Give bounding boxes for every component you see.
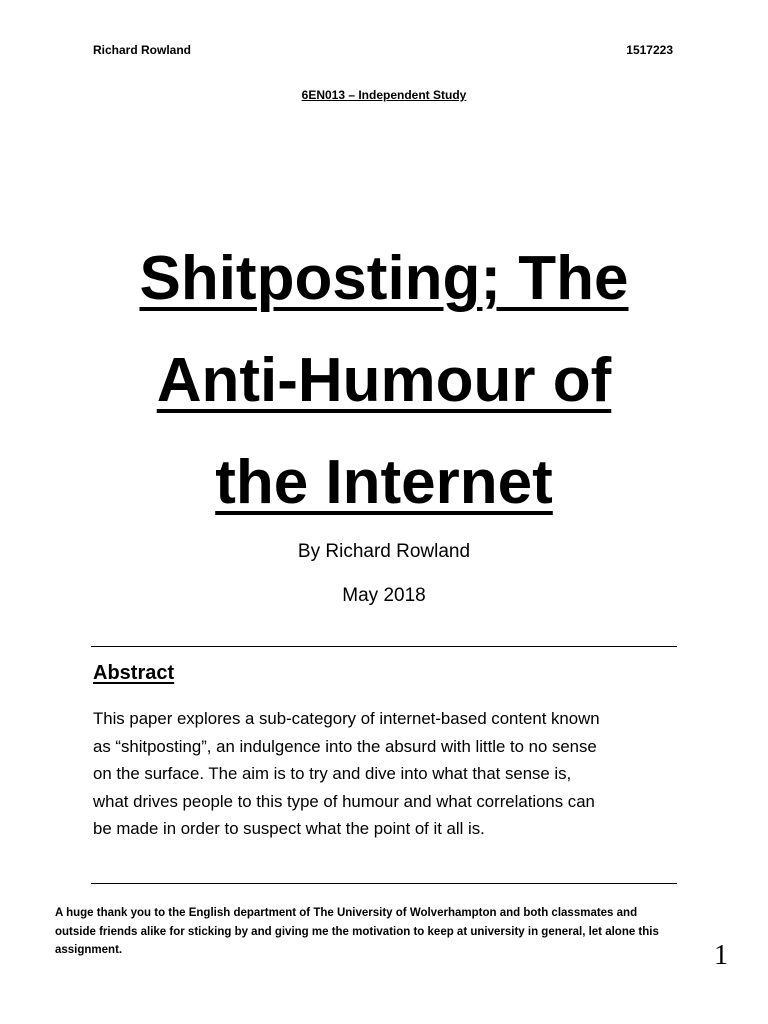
- title-line: Shitposting; The: [139, 244, 629, 313]
- title-line: the Internet: [215, 448, 553, 517]
- abstract-line: what drives people to this type of humour and what correlations can: [93, 791, 595, 811]
- publication-date: May 2018: [342, 585, 426, 606]
- abstract-line: as “shitposting”, an indulgence into the absurd with little to no sense: [93, 736, 597, 756]
- header-student-id: 1517223: [626, 43, 673, 57]
- page-number: 1: [714, 940, 728, 971]
- acknowledgement-line: assignment.: [55, 944, 123, 956]
- divider: [91, 883, 677, 884]
- abstract-line: on the surface. The aim is to try and dive into what that sense is,: [93, 764, 572, 783]
- header-author: Richard Rowland: [93, 43, 192, 57]
- acknowledgement-line: A huge thank you to the English department of The University of Wolverhampton and both classmates and: [55, 907, 638, 919]
- acknowledgement: [55, 904, 705, 960]
- abstract-line: be made in order to suspect what the point of it all is.: [93, 819, 485, 838]
- course-code: 6EN013 – Independent Study: [301, 88, 467, 102]
- paper-title: [0, 228, 768, 534]
- abstract-heading: Abstract: [93, 662, 175, 684]
- acknowledgement-line: outside friends alike for sticking by and giving me the motivation to keep at university in general, let alone this: [55, 925, 659, 938]
- byline: By Richard Rowland: [297, 541, 471, 562]
- divider: [91, 646, 677, 647]
- title-line: Anti-Humour of: [156, 346, 612, 415]
- abstract-line: This paper explores a sub-category of internet-based content known: [93, 709, 600, 728]
- abstract-body: [93, 705, 683, 843]
